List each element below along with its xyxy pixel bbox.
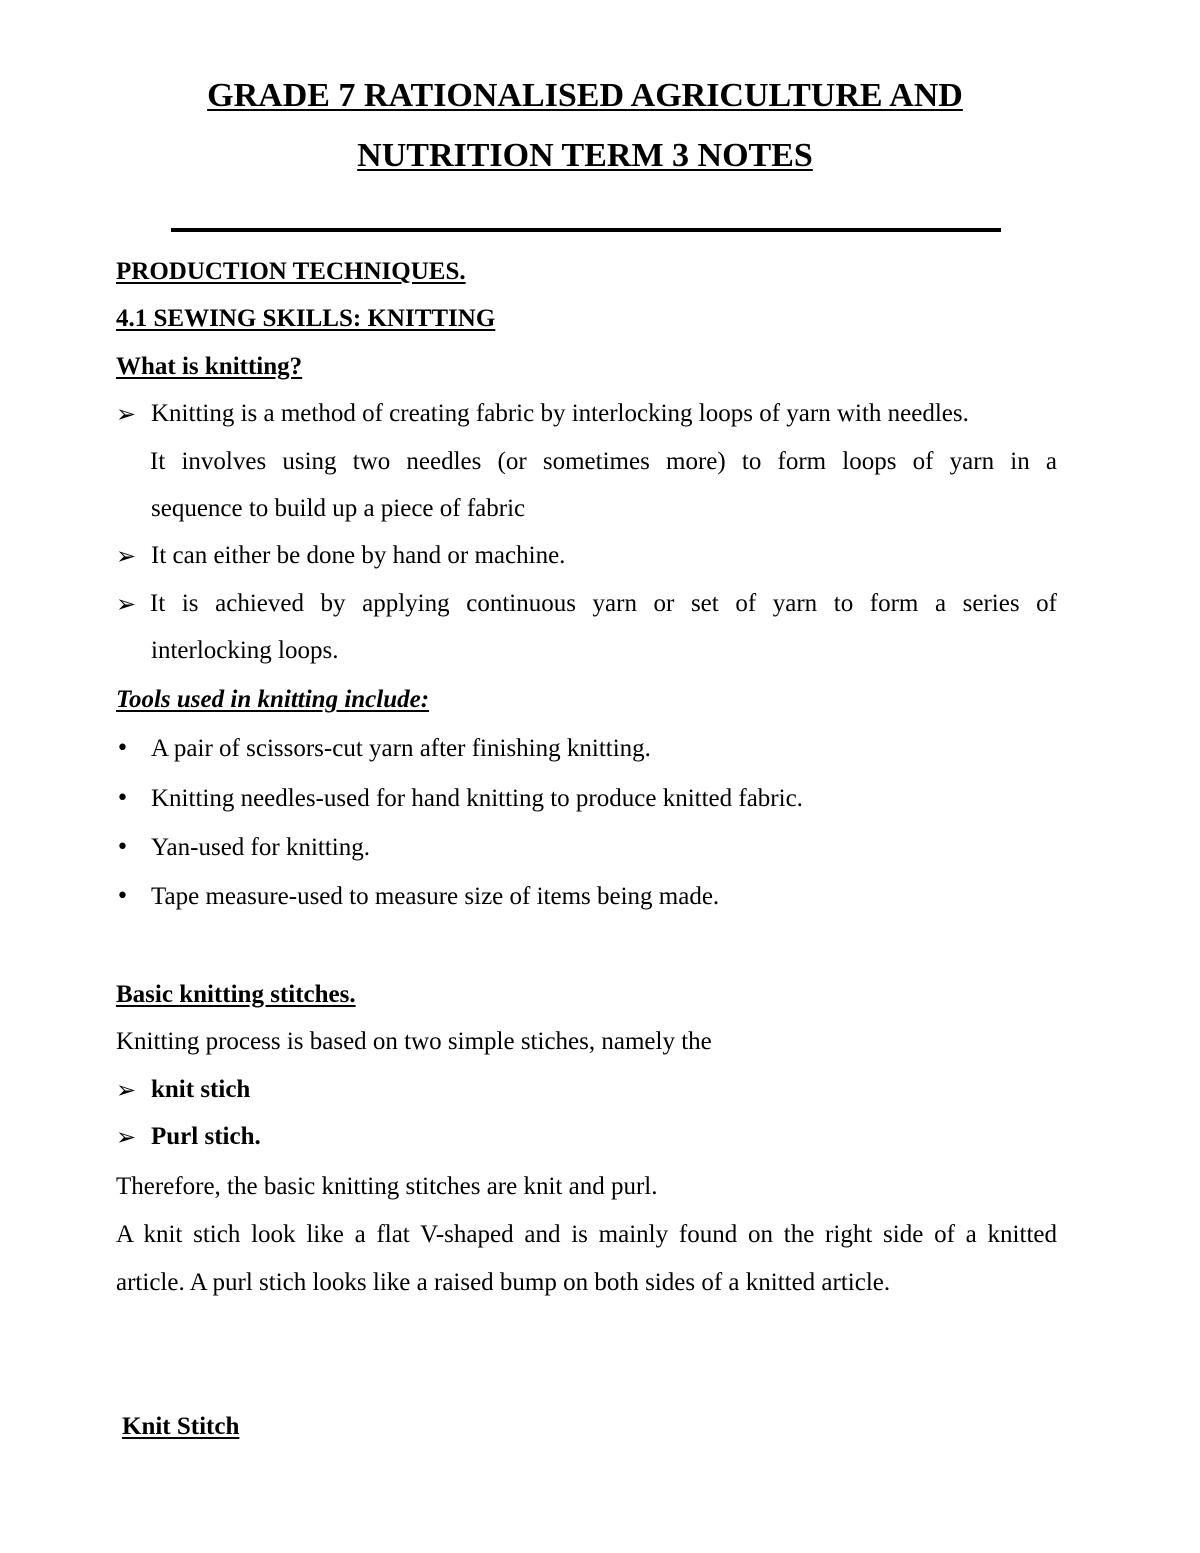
arrow-bullet-icon: ➢: [116, 590, 137, 618]
document-title-line-1: GRADE 7 RATIONALISED AGRICULTURE AND: [207, 77, 963, 114]
question-heading: What is knitting?: [116, 353, 303, 380]
definition-point-1-line-2: It involves using two needles (or sometimes more) to form loops of yarn in a: [150, 448, 1057, 475]
title-divider: [171, 228, 1001, 232]
bullet-dot-icon: •: [116, 835, 129, 860]
subsection-heading: 4.1 SEWING SKILLS: KNITTING: [116, 305, 496, 332]
stitch-item-knit: knit stich: [151, 1076, 251, 1103]
arrow-bullet-icon: ➢: [116, 1123, 137, 1151]
tool-item-1: A pair of scissors-cut yarn after finishing knitting.: [151, 735, 651, 762]
stitches-conclusion: Therefore, the basic knitting stitches are knit and purl.: [116, 1173, 658, 1200]
tool-item-3: Yan-used for knitting.: [151, 834, 370, 861]
section-heading: PRODUCTION TECHNIQUES.: [116, 258, 466, 285]
definition-point-2-line-1: It can either be done by hand or machine.: [151, 542, 566, 569]
stitches-heading: Basic knitting stitches.: [116, 981, 356, 1008]
definition-point-3-line-2: interlocking loops.: [151, 637, 339, 664]
bullet-dot-icon: •: [116, 884, 129, 909]
arrow-bullet-icon: ➢: [116, 400, 137, 428]
bullet-dot-icon: •: [116, 786, 129, 811]
bullet-dot-icon: •: [116, 736, 129, 761]
stitches-description-line-1: A knit stich look like a flat V-shaped and is mainly found on the right side of a knitted: [116, 1221, 1057, 1248]
stitch-item-purl: Purl stich.: [151, 1123, 261, 1150]
tool-item-4: Tape measure-used to measure size of items being made.: [151, 883, 720, 910]
definition-point-1-line-3: sequence to build up a piece of fabric: [151, 495, 526, 522]
document-title-line-2: NUTRITION TERM 3 NOTES: [357, 137, 813, 174]
tools-heading: Tools used in knitting include:: [116, 686, 430, 713]
definition-point-3-line-1: It is achieved by applying continuous yarn or set of yarn to form a series of: [150, 590, 1057, 617]
stitches-description-line-2: article. A purl stich looks like a raised bump on both sides of a knitted article.: [116, 1269, 891, 1296]
knit-stitch-heading: Knit Stitch: [122, 1413, 240, 1440]
stitches-intro: Knitting process is based on two simple stiches, namely the: [116, 1028, 712, 1055]
arrow-bullet-icon: ➢: [116, 542, 137, 570]
arrow-bullet-icon: ➢: [116, 1076, 137, 1104]
definition-point-1-line-1: Knitting is a method of creating fabric by interlocking loops of yarn with needles.: [151, 400, 969, 427]
tool-item-2: Knitting needles-used for hand knitting to produce knitted fabric.: [151, 785, 803, 812]
